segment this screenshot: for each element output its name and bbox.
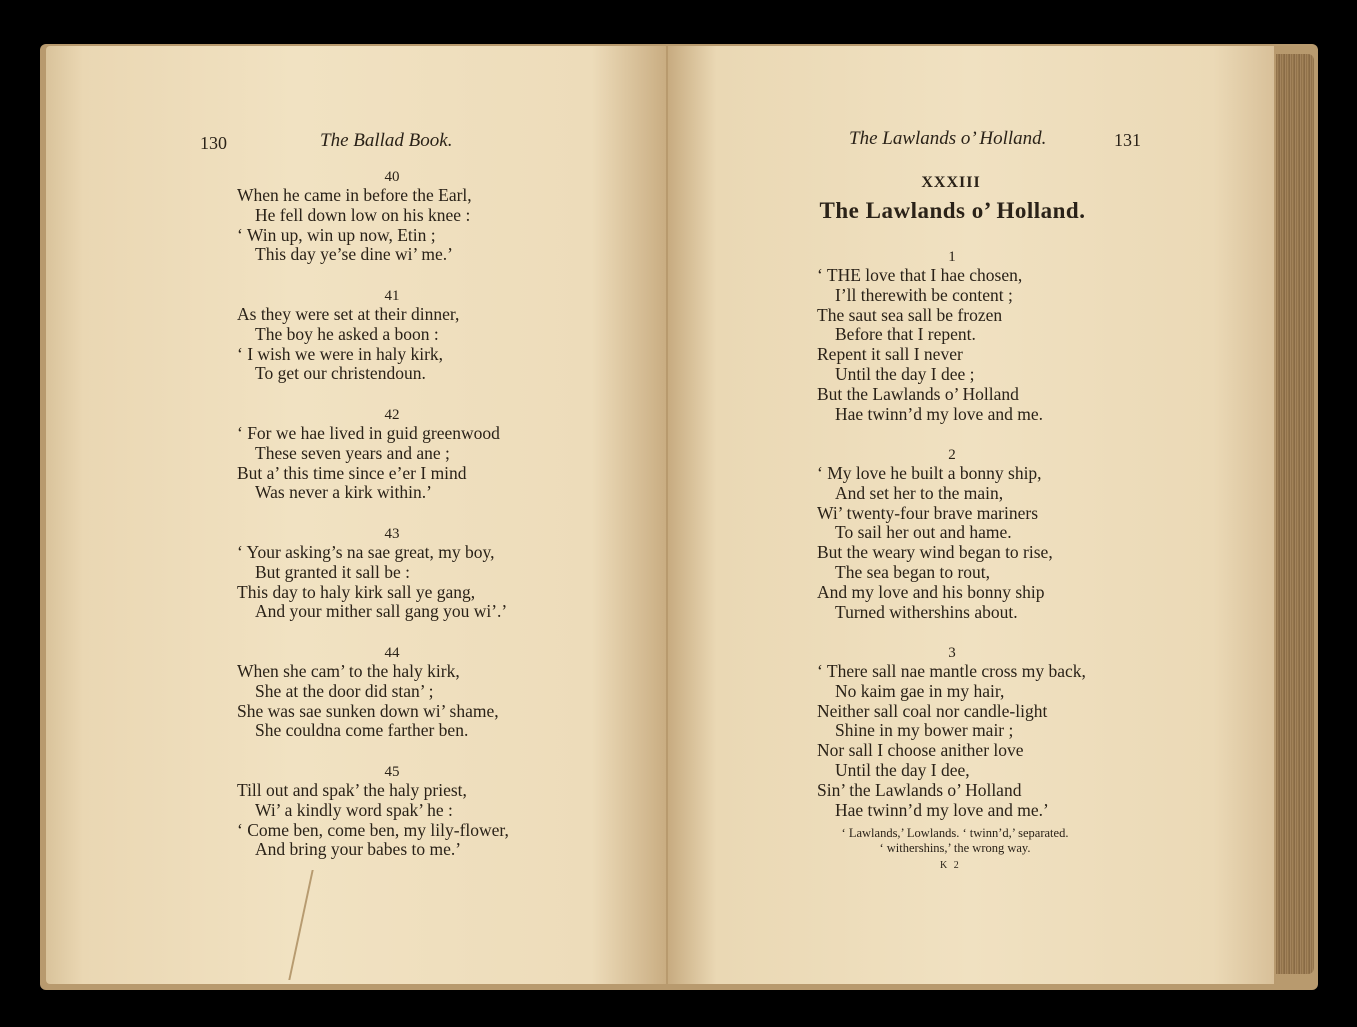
verse-line: But the Lawlands o’ Holland bbox=[817, 383, 1019, 404]
verse-line: This day ye’se dine wi’ me.’ bbox=[255, 244, 453, 265]
stanza-number: 45 bbox=[384, 764, 400, 780]
stanza bbox=[237, 525, 547, 622]
glossary-line: ‘ Lawlands,’ Lowlands. ‘ twinn’d,’ separated. bbox=[841, 826, 1069, 840]
verse-line: ‘ There sall nae mantle cross my back, bbox=[817, 661, 1086, 681]
verse-line: Until the day I dee ; bbox=[835, 363, 975, 384]
stanza-number: 42 bbox=[384, 407, 400, 423]
stanza bbox=[237, 168, 547, 265]
verse-line: Wi’ a kindly word spak’ he : bbox=[255, 799, 453, 820]
verse-line: Until the day I dee, bbox=[835, 759, 970, 780]
verse-line: Repent it sall I never bbox=[817, 344, 963, 365]
verse-line: But granted it sall be : bbox=[255, 561, 411, 582]
ballad-title: The Lawlands o’ Holland. bbox=[819, 198, 1086, 223]
verse-line: ‘ Win up, win up now, Etin ; bbox=[237, 224, 436, 245]
verse-line: The saut sea sall be frozen bbox=[817, 304, 1003, 325]
verse-line: Turned withershins about. bbox=[835, 601, 1018, 622]
verse-line: When she cam’ to the haly kirk, bbox=[237, 661, 460, 681]
verse-line: Nor sall I choose anither love bbox=[817, 740, 1024, 761]
open-book bbox=[40, 44, 1318, 990]
verse-line: ‘ Your asking’s na sae great, my boy, bbox=[237, 542, 495, 562]
ballad-number: XXXIII bbox=[921, 174, 981, 191]
verse-line: Was never a kirk within.’ bbox=[255, 482, 432, 503]
right-page-number: 131 bbox=[1114, 130, 1141, 150]
verse-line: Hae twinn’d my love and me.’ bbox=[835, 799, 1049, 820]
verse-line: She at the door did stan’ ; bbox=[255, 680, 434, 701]
verse-line: Sin’ the Lawlands o’ Holland bbox=[817, 779, 1022, 800]
verse-line: Hae twinn’d my love and me. bbox=[835, 403, 1044, 424]
verse-line: Till out and spak’ the haly priest, bbox=[237, 780, 467, 800]
stanza bbox=[817, 446, 1087, 622]
stanza-number: 40 bbox=[384, 169, 400, 185]
verse-line: But a’ this time since e’er I mind bbox=[237, 462, 467, 483]
verse-line: To sail her out and hame. bbox=[835, 522, 1012, 543]
stanza bbox=[237, 644, 547, 741]
verse-line: She was sae sunken down wi’ shame, bbox=[237, 700, 499, 721]
stanza-number: 44 bbox=[384, 645, 400, 661]
stanza bbox=[817, 248, 1087, 424]
verse-line: Neither sall coal nor candle-light bbox=[817, 700, 1048, 721]
verse-line: ‘ My love he built a bonny ship, bbox=[817, 463, 1042, 483]
glossary-line: ‘ withershins,’ the wrong way. bbox=[879, 841, 1031, 855]
stanza-number: 2 bbox=[948, 447, 956, 463]
glossary-footnote bbox=[800, 826, 1110, 856]
verse-line: She couldna come farther ben. bbox=[255, 720, 469, 741]
verse-line: ‘ I wish we were in haly kirk, bbox=[237, 343, 444, 364]
signature-mark: K 2 bbox=[940, 860, 961, 871]
verse-line: When he came in before the Earl, bbox=[237, 185, 472, 205]
verse-line: Wi’ twenty-four brave mariners bbox=[817, 502, 1039, 523]
verse-line: ‘ For we hae lived in guid greenwood bbox=[237, 423, 500, 443]
verse-line: I’ll therewith be content ; bbox=[835, 284, 1013, 305]
verse-line: The sea began to rout, bbox=[835, 561, 991, 582]
verse-line: ‘ Come ben, come ben, my lily-flower, bbox=[237, 819, 509, 840]
page-edges bbox=[1276, 54, 1314, 974]
verse-line: To get our christendoun. bbox=[255, 363, 426, 384]
stanza-number: 3 bbox=[948, 645, 956, 661]
stanza bbox=[237, 763, 547, 860]
stanza bbox=[237, 406, 547, 503]
verse-line: And bring your babes to me.’ bbox=[255, 839, 462, 860]
stanza-number: 41 bbox=[384, 288, 400, 304]
stanza bbox=[237, 287, 547, 384]
verse-line: He fell down low on his knee : bbox=[255, 204, 471, 225]
verse-line: Shine in my bower mair ; bbox=[835, 720, 1014, 741]
verse-line: The boy he asked a boon : bbox=[255, 323, 439, 344]
stanza-number: 43 bbox=[384, 526, 400, 542]
verse-line: And set her to the main, bbox=[835, 482, 1004, 503]
right-running-head: The Lawlands o’ Holland. bbox=[849, 128, 1047, 149]
left-running-head: The Ballad Book. bbox=[320, 130, 453, 151]
verse-line: This day to haly kirk sall ye gang, bbox=[237, 581, 476, 602]
stanza-number: 1 bbox=[948, 249, 956, 265]
verse-line: Before that I repent. bbox=[835, 324, 976, 345]
verse-line: No kaim gae in my hair, bbox=[835, 680, 1005, 701]
verse-line: And my love and his bonny ship bbox=[817, 581, 1045, 602]
verse-line: As they were set at their dinner, bbox=[237, 304, 460, 324]
verse-line: ‘ THE love that I hae chosen, bbox=[817, 265, 1023, 285]
verse-line: But the weary wind began to rise, bbox=[817, 542, 1053, 563]
left-page-number: 130 bbox=[200, 133, 227, 153]
stanza bbox=[817, 644, 1087, 820]
verse-line: These seven years and ane ; bbox=[255, 442, 450, 463]
verse-line: And your mither sall gang you wi’.’ bbox=[255, 601, 508, 622]
